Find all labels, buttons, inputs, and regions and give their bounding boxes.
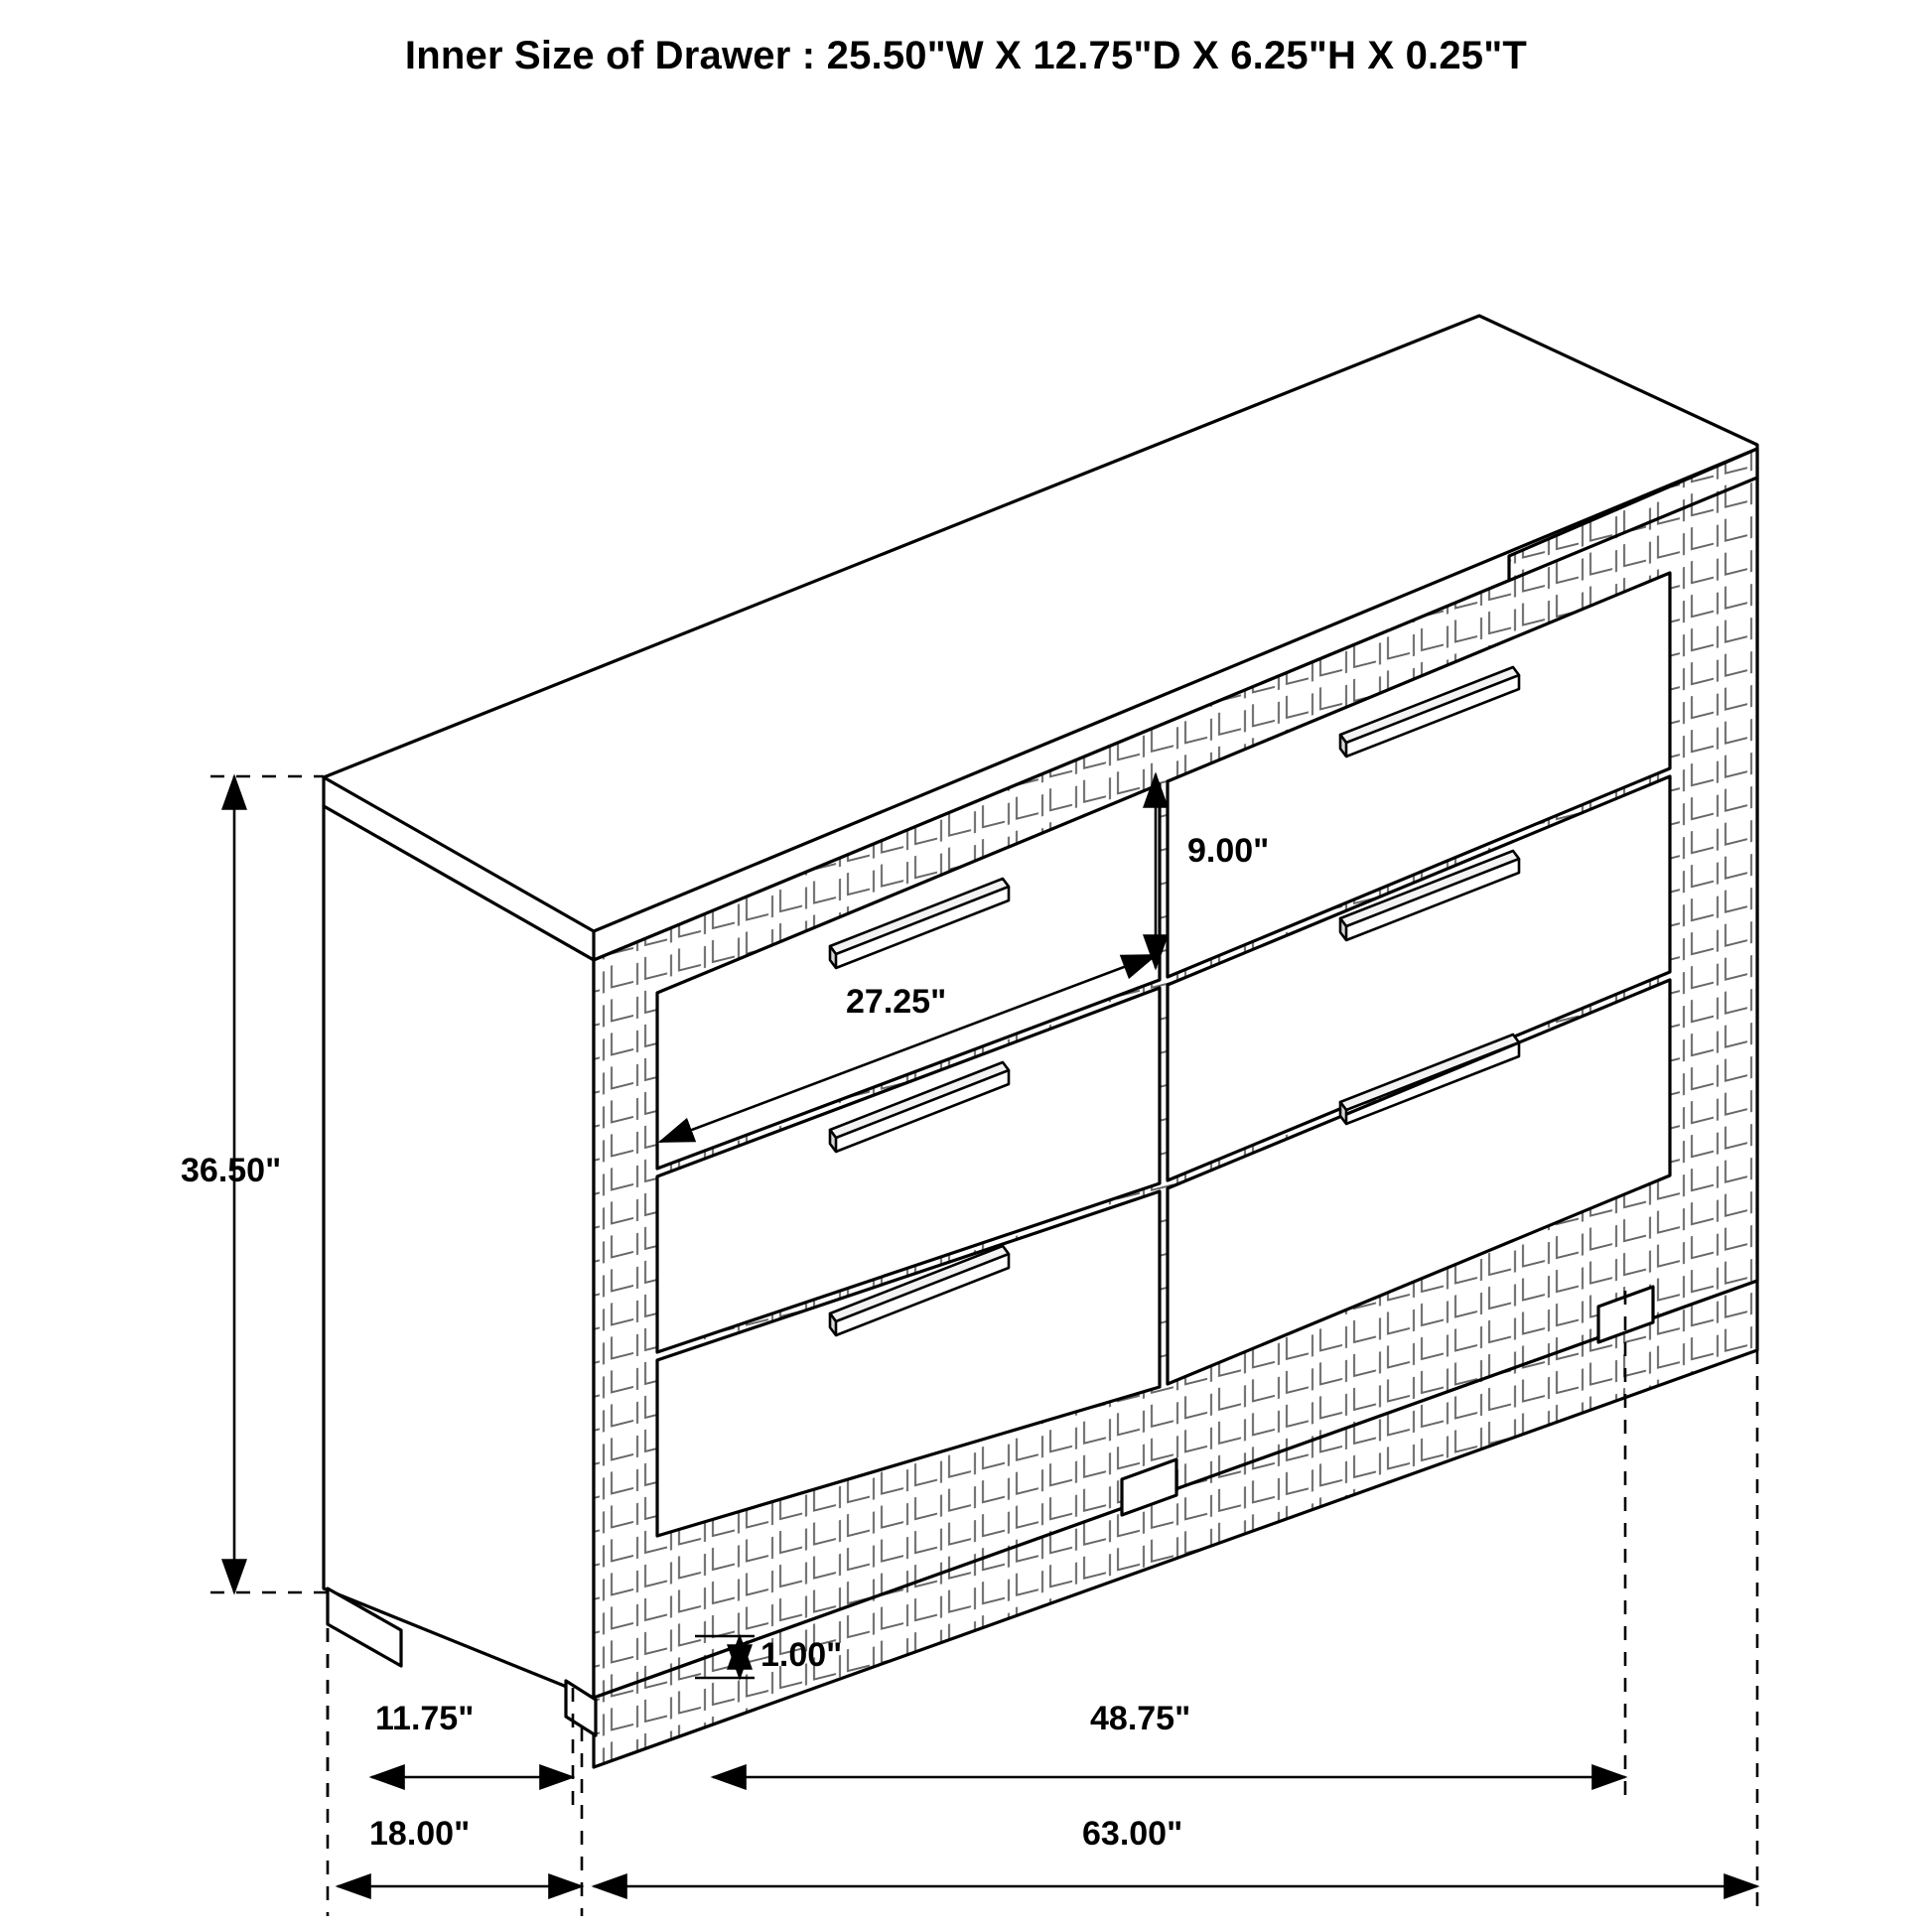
dim-label-width: 63.00" [1082,1815,1183,1853]
dim-label-drawer-height: 9.00" [1187,832,1270,870]
dresser-body [324,316,1757,1767]
dim-label-depth: 18.00" [369,1815,471,1853]
left-side-panel [324,806,594,1698]
dim-label-side-inset: 11.75" [375,1700,475,1737]
dim-label-foot-span: 48.75" [1090,1700,1191,1737]
dim-label-base-height: 1.00" [760,1636,843,1674]
dim-label-height: 36.50" [181,1152,282,1189]
dim-label-drawer-width: 27.25" [846,983,947,1021]
page-title: Inner Size of Drawer : 25.50"W X 12.75"D X 6.25"H X 0.25"T [404,34,1528,77]
